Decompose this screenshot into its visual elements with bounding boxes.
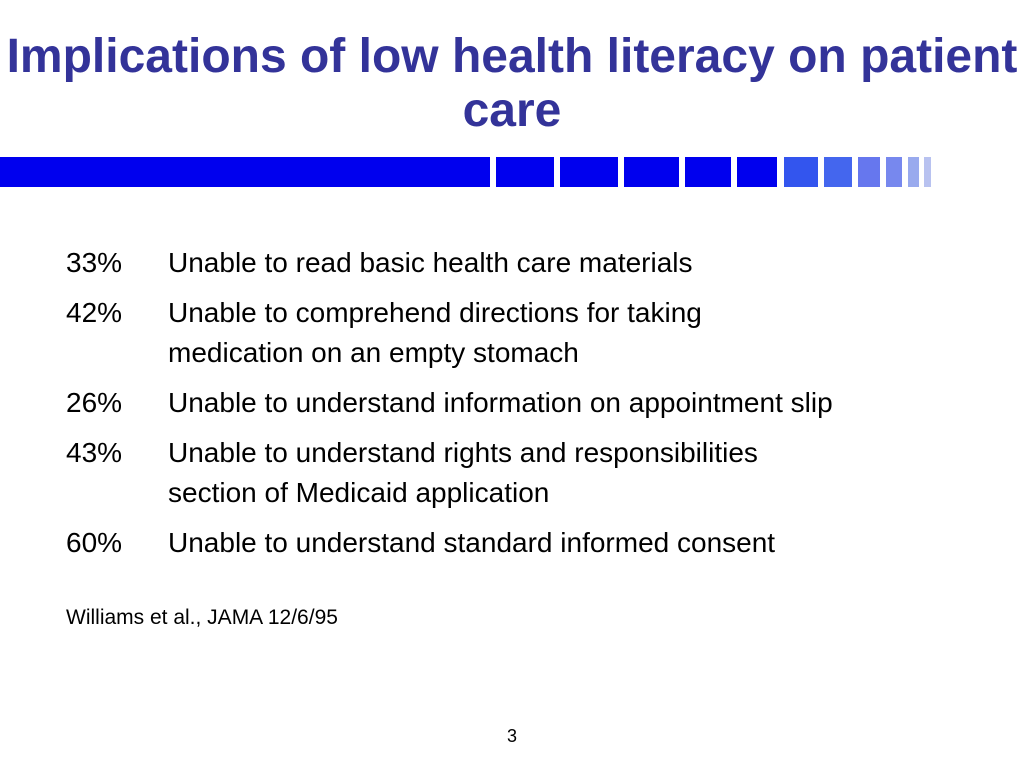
statistics-list	[66, 243, 1006, 573]
citation: Williams et al., JAMA 12/6/95	[66, 606, 338, 629]
underline-square	[886, 157, 902, 187]
item-percent: 33%	[66, 247, 123, 278]
list-item	[66, 243, 1006, 283]
item-text: Unable to read basic health care materials	[168, 247, 693, 278]
underline-square	[496, 157, 554, 187]
underline-square	[784, 157, 818, 187]
item-text: Unable to understand information on appointment slip	[168, 387, 833, 418]
underline-square	[737, 157, 777, 187]
page-number: 3	[506, 726, 517, 746]
list-item	[66, 523, 1006, 563]
item-percent: 60%	[66, 527, 123, 558]
underline-bar-solid	[0, 157, 490, 187]
underline-square	[824, 157, 852, 187]
underline-square	[624, 157, 679, 187]
item-percent: 42%	[66, 297, 123, 328]
underline-square	[908, 157, 919, 187]
item-percent: 43%	[66, 437, 123, 468]
item-text: Unable to understand standard informed consent	[168, 527, 776, 558]
list-item	[66, 293, 1006, 373]
slide-title: Implications of low health literacy on patient care	[6, 30, 1018, 137]
underline-square	[560, 157, 618, 187]
item-text: Unable to understand rights and responsibilities section of Medicaid application	[168, 437, 758, 508]
list-item	[66, 433, 1006, 513]
underline-square	[685, 157, 731, 187]
underline-square	[858, 157, 880, 187]
item-text: Unable to comprehend directions for taking medication on an empty stomach	[168, 297, 702, 368]
item-percent: 26%	[66, 387, 123, 418]
underline-square	[924, 157, 931, 187]
list-item	[66, 383, 1006, 423]
